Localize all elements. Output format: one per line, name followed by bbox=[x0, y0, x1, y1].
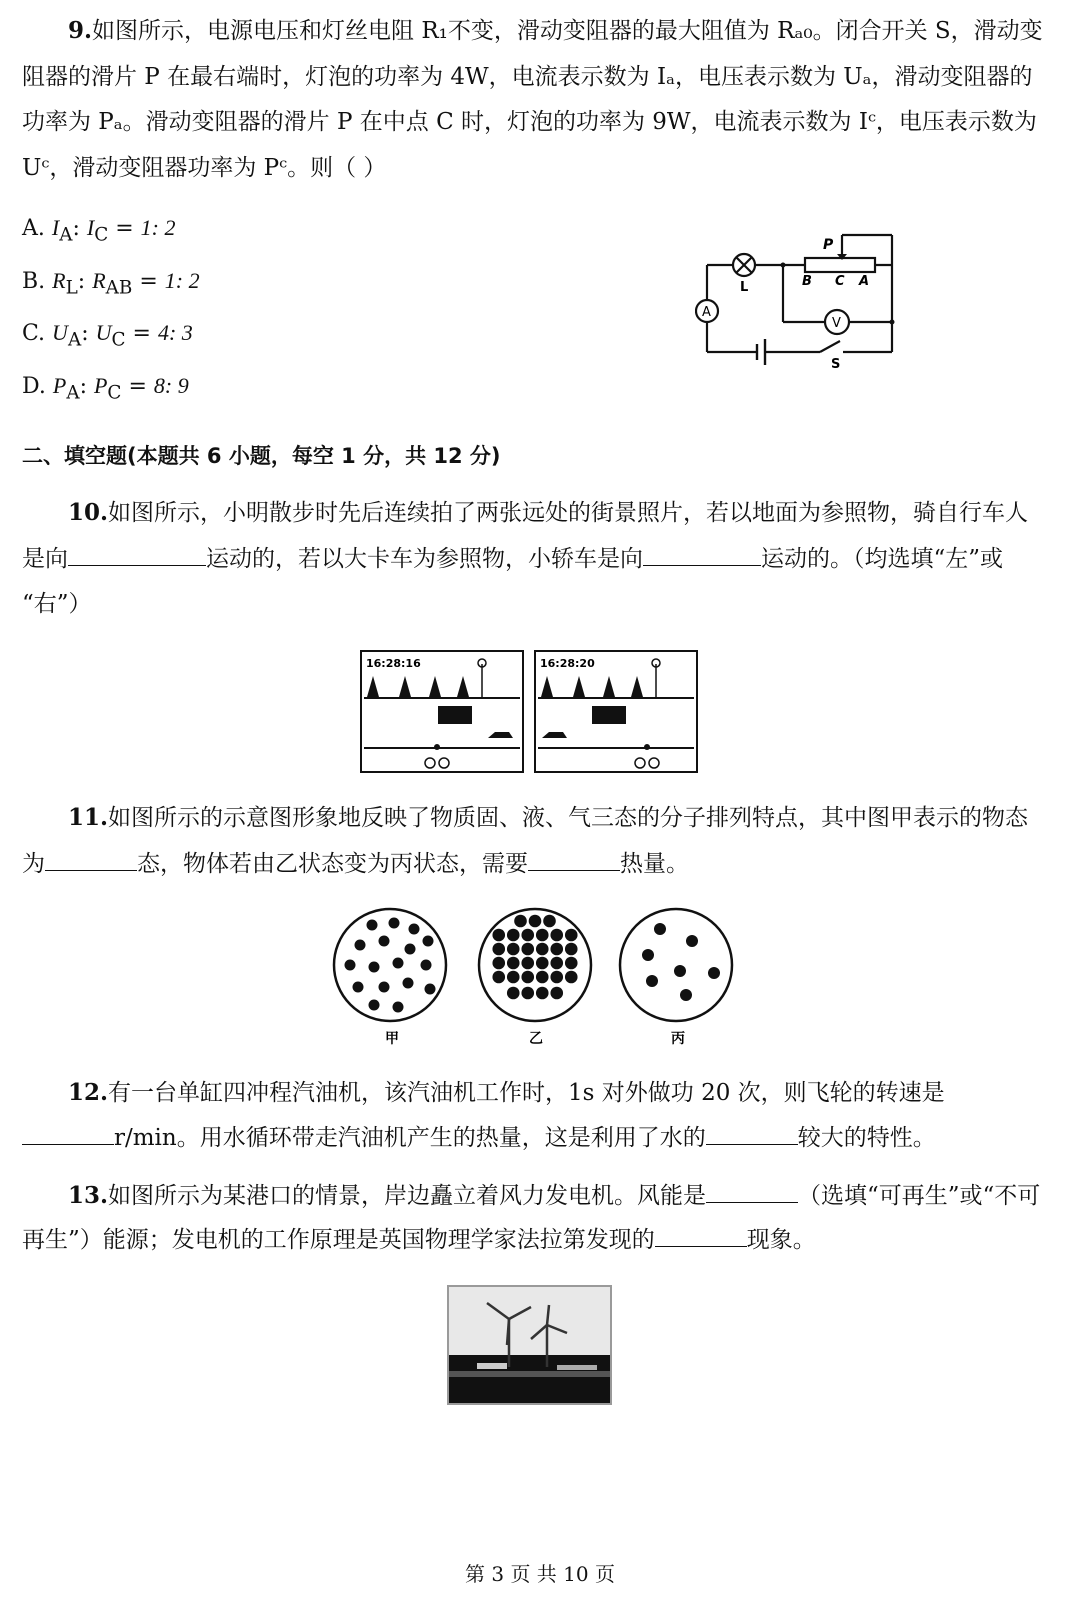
option-var: P bbox=[93, 373, 108, 398]
option-var: R bbox=[92, 268, 106, 293]
q10-text-2a: 是向 bbox=[22, 546, 68, 572]
option-sub: AB bbox=[105, 277, 133, 299]
q10-line-1 bbox=[68, 498, 1028, 528]
label-C: C bbox=[835, 274, 845, 289]
molecule bbox=[521, 987, 534, 1000]
q11-number: 11. bbox=[68, 804, 109, 831]
option-ratio: 1: 2 bbox=[164, 268, 200, 293]
rheostat-icon bbox=[805, 258, 875, 272]
section-heading: 二、填空题(本题共 6 小题，每空 1 分，共 12 分) bbox=[22, 444, 501, 468]
option-sub: C bbox=[111, 329, 126, 351]
option-sub: A bbox=[67, 329, 82, 351]
molecule bbox=[507, 943, 520, 956]
molecule bbox=[536, 971, 549, 984]
q13-text-1a: 如图所示为某港口的情景，岸边矗立着风力发电机。风能是 bbox=[108, 1183, 707, 1209]
answer-blank[interactable] bbox=[655, 1224, 747, 1247]
q10-number: 10. bbox=[68, 499, 109, 526]
molecule bbox=[536, 987, 549, 1000]
water bbox=[449, 1355, 610, 1403]
molecule bbox=[507, 987, 520, 1000]
q9-option-d[interactable]: D. $P_A$: $P_C = 8$: 9 bbox=[22, 373, 189, 404]
option-sub: A bbox=[66, 382, 80, 404]
cyclist-icon bbox=[644, 744, 650, 750]
option-prefix: B. bbox=[22, 269, 46, 294]
building bbox=[477, 1363, 507, 1369]
molecule bbox=[550, 957, 563, 970]
state-bing-circle bbox=[620, 909, 732, 1021]
junction bbox=[890, 320, 895, 325]
answer-blank[interactable] bbox=[706, 1122, 798, 1145]
molecule-diagrams bbox=[330, 905, 740, 1050]
molecule bbox=[492, 929, 505, 942]
option-ratio: 4: 3 bbox=[157, 320, 193, 345]
label-jia: 甲 bbox=[385, 1031, 399, 1047]
street-photos bbox=[360, 650, 700, 775]
molecule bbox=[550, 987, 563, 1000]
molecule bbox=[507, 929, 520, 942]
molecule bbox=[521, 971, 534, 984]
photo-2 bbox=[535, 651, 697, 772]
molecule bbox=[550, 971, 563, 984]
q9-number: 9. bbox=[68, 17, 93, 44]
answer-blank[interactable] bbox=[706, 1180, 798, 1203]
option-sub: C bbox=[107, 382, 122, 404]
junction bbox=[781, 263, 786, 268]
q13-number: 13. bbox=[68, 1182, 109, 1209]
q12-number: 12. bbox=[68, 1079, 109, 1106]
q9-option-b[interactable]: B. $R_L$: $R_{AB} = 1$: 2 bbox=[22, 268, 200, 299]
q12-text-1: 有一台单缸四冲程汽油机，该汽油机工作时，1s 对外做功 20 次，则飞轮的转速是 bbox=[108, 1080, 945, 1106]
option-var: U bbox=[52, 320, 68, 345]
option-var: I bbox=[51, 215, 60, 240]
q10-text-2c: 运动的。（均选填“左”或 bbox=[761, 546, 1004, 572]
option-sub: L bbox=[65, 277, 78, 299]
q11-text-2c: 热量。 bbox=[620, 851, 689, 877]
q13-line-2 bbox=[22, 1224, 816, 1255]
voltmeter-label: V bbox=[832, 316, 841, 331]
q13-line-1 bbox=[68, 1180, 1040, 1211]
option-sub: A bbox=[59, 224, 73, 246]
answer-blank[interactable] bbox=[528, 848, 620, 871]
label-L: L bbox=[740, 280, 749, 295]
label-B: B bbox=[802, 274, 812, 289]
q10-text-1: 如图所示，小明散步时先后连续拍了两张远处的街景照片，若以地面为参照物，骑自行车人 bbox=[108, 500, 1029, 526]
molecule bbox=[529, 915, 542, 928]
molecule bbox=[521, 957, 534, 970]
option-var: I bbox=[86, 215, 95, 240]
molecule bbox=[507, 971, 520, 984]
circuit-diagram bbox=[695, 225, 910, 370]
molecule bbox=[536, 929, 549, 942]
q9-option-a[interactable]: A. $I_A$: $I_C = 1$: 2 bbox=[22, 215, 176, 246]
answer-blank[interactable] bbox=[68, 543, 206, 566]
molecule bbox=[565, 943, 578, 956]
switch-icon bbox=[820, 341, 840, 352]
q9-text-1: 如图所示，电源电压和灯丝电阻 R₁不变，滑动变阻器的最大阻值为 Rₐ₀。闭合开关 S，滑动变 bbox=[92, 18, 1043, 44]
molecule bbox=[536, 957, 549, 970]
molecule bbox=[514, 915, 527, 928]
q13-text-1b: （选填“可再生”或“不可 bbox=[798, 1183, 1041, 1209]
label-bing: 丙 bbox=[671, 1031, 685, 1047]
q12-line-2 bbox=[22, 1122, 936, 1153]
label-P: P bbox=[823, 237, 834, 253]
cyclist-icon bbox=[434, 744, 440, 750]
option-var: R bbox=[52, 268, 66, 293]
option-prefix: A. bbox=[22, 216, 45, 241]
option-var: U bbox=[95, 320, 112, 345]
switch-label: S bbox=[831, 357, 841, 370]
ammeter-label: A bbox=[702, 305, 711, 320]
label-A: A bbox=[859, 274, 870, 289]
building bbox=[557, 1365, 597, 1370]
truck-icon bbox=[438, 706, 472, 724]
option-var: P bbox=[52, 373, 67, 398]
q12-text-2b: 较大的特性。 bbox=[797, 1125, 936, 1151]
q11-line-1 bbox=[68, 803, 1028, 833]
option-ratio: 8: 9 bbox=[153, 373, 189, 398]
q11-line-2 bbox=[22, 848, 689, 879]
q10-line-3: “右”） bbox=[22, 591, 92, 617]
option-sub: C bbox=[94, 224, 109, 246]
q11-text-2b: 态，物体若由乙状态变为丙状态，需要 bbox=[137, 851, 528, 877]
molecule bbox=[550, 943, 563, 956]
molecule bbox=[565, 957, 578, 970]
sky bbox=[449, 1287, 610, 1355]
q13-text-2b: 现象。 bbox=[746, 1227, 816, 1253]
state-bing-molecules bbox=[642, 923, 720, 1001]
photo-timestamp: 16:28:20 bbox=[540, 657, 595, 670]
state-yi-molecules bbox=[492, 915, 577, 1000]
q11-text-1: 如图所示的示意图形象地反映了物质固、液、气三态的分子排列特点，其中图甲表示的物态 bbox=[108, 805, 1029, 831]
molecule bbox=[543, 915, 556, 928]
option-prefix: C. bbox=[22, 321, 46, 346]
q10-text-2b: 运动的，若以大卡车为参照物，小轿车是向 bbox=[206, 546, 643, 572]
q9-line-2: 阻器的滑片 P 在最右端时，灯泡的功率为 4W，电流表示数为 Iₐ，电压表示数为 Uₐ，滑动变阻器的 bbox=[22, 64, 1033, 90]
photo-timestamp: 16:28:16 bbox=[366, 657, 421, 670]
molecule bbox=[492, 957, 505, 970]
option-ratio: 1: 2 bbox=[140, 215, 176, 240]
photo-1 bbox=[361, 651, 523, 772]
truck-icon bbox=[592, 706, 626, 724]
shore bbox=[449, 1371, 610, 1377]
molecule bbox=[521, 943, 534, 956]
molecule bbox=[565, 971, 578, 984]
molecule bbox=[507, 957, 520, 970]
q9-option-c[interactable]: C. $U_A$: $U_C = 4$: 3 bbox=[22, 320, 193, 351]
state-jia-molecules bbox=[345, 918, 436, 1013]
q12-line-1 bbox=[68, 1078, 945, 1108]
q13-text-2a: 再生”）能源；发电机的工作原理是英国物理学家法拉第发现的 bbox=[22, 1227, 655, 1253]
q9-line-4: Uᶜ，滑动变阻器功率为 Pᶜ。则（ ） bbox=[22, 155, 387, 181]
answer-blank[interactable] bbox=[45, 848, 137, 871]
q9-line-1 bbox=[68, 16, 1043, 46]
wind-turbine-photo bbox=[447, 1285, 612, 1405]
molecule bbox=[521, 929, 534, 942]
molecule bbox=[492, 943, 505, 956]
option-prefix: D. bbox=[22, 374, 46, 399]
q10-line-2 bbox=[22, 543, 1003, 574]
molecule bbox=[565, 929, 578, 942]
answer-blank[interactable] bbox=[22, 1122, 114, 1145]
q12-text-2a: r/min。用水循环带走汽油机产生的热量，这是利用了水的 bbox=[114, 1125, 706, 1151]
answer-blank[interactable] bbox=[643, 543, 761, 566]
label-yi: 乙 bbox=[529, 1031, 543, 1047]
molecule bbox=[536, 943, 549, 956]
page-footer: 第 3 页 共 10 页 bbox=[465, 1562, 615, 1586]
q9-line-3: 功率为 Pₐ。滑动变阻器的滑片 P 在中点 C 时，灯泡的功率为 9W，电流表示数为 Iᶜ，电压表示数为 bbox=[22, 109, 1037, 135]
q11-text-2a: 为 bbox=[22, 851, 45, 877]
molecule bbox=[492, 971, 505, 984]
molecule bbox=[550, 929, 563, 942]
